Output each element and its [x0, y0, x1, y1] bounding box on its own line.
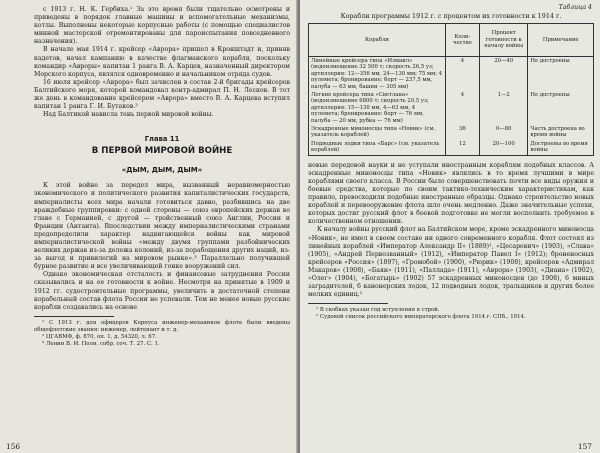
paragraph: К началу войны русский флот на Балтийском море, кроме эскадренного миноносца «Новик», не имел в своем составе ни одного современного корабля. Флот состоял из линейных кораблей «Император Александр II» (1889)¹, «Цесаревич» (1903), «Слава» (1905), «Андрей Первозванный» (1912), «Император Павел I» (1912); броненосных крейсеров «Россия» (1897), «Громобой» (1900), «Рюрик» (1908), крейсеров «Адмирал Макаров» (1908), «Баян» (1911), «Паллада» (1911), «Аврора» (1903), «Диана» (1902), «Олег» (1904), «Богатырь» (1902) 57 эскадренных миноносцев (до 1908), 6 миных заградителей, 6 канонерских лодок, 12 подводных лодок, тральщиков и других более мелких единиц.²: [308, 226, 594, 299]
footnote: ¹ В скобках указан год вступления в строй.: [316, 307, 440, 314]
count-cell: 12: [445, 140, 479, 155]
table-row: [309, 140, 594, 155]
table-header-cell: Коли-чество: [445, 24, 479, 57]
percent-cell: 20—40: [479, 57, 527, 92]
ship-cell: Эскадренные миноносцы типа «Новик» (см. указатель кораблей): [309, 125, 446, 140]
right-page: [300, 0, 600, 453]
table-row: [309, 91, 594, 125]
footnote: ³ Ленин В. И. Полн. собр. соч. Т. 27. С. 1.: [42, 340, 160, 347]
table-caption: Таблица 4: [558, 4, 592, 11]
section-title: «ДЫМ, ДЫМ, ДЫМ»: [121, 166, 203, 175]
left-body-text: [34, 182, 290, 312]
paragraph: Однако экономическая отсталость и финансовые затруднения России сказывались и на ее готовности к войне. Несмотря на принятые в 1909 и 1912 гг. судостроительные программы, увеличить в достаточной степени корабельный состав флота России не успевали. Тем не менее новые русские корабли создавались на основе: [34, 271, 290, 311]
ship-cell: Легкие крейсера типа «Светлана» (водоизмещение 6800 т; скорость 29,5 уз; артиллерия: 15—130 мм, 4—63 мм, 4 пулемета; бронирование: борт — 76 мм, палуба — 20 мм, рубка — 76 мм): [309, 91, 446, 125]
note-cell: Не достроены: [528, 57, 594, 92]
paragraph: Над Балтикой нависла тень первой мировой войны.: [43, 111, 214, 119]
note-cell: Не достроены: [528, 91, 594, 125]
table-header-cell: Примечание: [528, 24, 594, 57]
footnote-divider: [34, 316, 114, 317]
ship-cell: Подводные лодки типа «Барс» (см. указатель кораблей): [309, 140, 446, 155]
percent-cell: 1—2: [479, 91, 527, 125]
footnote-divider: [308, 303, 388, 304]
left-top-text: [34, 6, 290, 119]
table-header-cell: Процент готовности к началу войны: [479, 24, 527, 57]
table-header-row: [309, 24, 594, 57]
table-title: Корабли программы 1912 г. с процентом их готовности к 1914 г.: [340, 12, 562, 20]
percent-cell: 20—100: [479, 140, 527, 155]
page-number: 157: [577, 442, 592, 451]
chapter-number: Глава 11: [144, 135, 180, 144]
ships-table: [308, 23, 594, 156]
paragraph: новые передовой науки и не уступали иностранным кораблям подобных классов. А эскадренные миноносцы типа «Новик» являлись в то время лучшими в мире кораблями своего класса. В России было совершенствовать почти все виды оружия и боевые средства, которые по своим тактико-техническим характеристикам, как правило, превосходили подобные иностранные образцы. Однако строительство новых кораблей и перевооружение флота шло очень медленно. Даже значительные успехи, которых достиг русский флот в боевой подготовке не могли восполнить требуемое в количественном отношении.: [308, 161, 594, 226]
left-footnotes: [34, 320, 290, 348]
note-cell: Часть достроена во время войны: [528, 125, 594, 140]
chapter-title: В ПЕРВОЙ МИРОВОЙ ВОЙНЕ: [91, 146, 233, 157]
right-body-text: [308, 162, 594, 300]
right-footnotes: [308, 307, 594, 321]
footnote: ² Судовой список российского императорского флота 1914 г. СПб., 1914.: [316, 314, 526, 321]
count-cell: 4: [445, 57, 479, 92]
count-cell: 4: [445, 91, 479, 125]
paragraph: 16 июля крейсер «Аврора» был зачислен в состав 2-й бригады крейсеров Балтийского моря, которой командовал контр-адмирал П. Н. Лесков. В тот же день в командование крейсером «Аврора» вместо В. А. Карцева вступил капитан 1 ранга Г. И. Бутаков.²: [34, 78, 290, 111]
paragraph: К этой войне за передел мира, вызванный неравномерностью экономического и политического развития капиталистических государств, империалисты всех мира начали готовиться давно, разбившись на две враждебные группировки: с одной стороны — союз европейских держав во главе с Германией, с другой — тройственный союз Англии, России и Франции (Антанта). Впоследствии между империалистическими странами предопределили характер надвигающейся войны как мировой империалистической войны «между двумя группами разбойнических великих держав из-за дележа колоний, из-за порабощения других наций, из-за выгод и привилегий на мировом рынке».³ Параллельно получившей бурное развитие и все увеличивающей гонке вооружений сил.: [34, 182, 290, 271]
paragraph: В начале мая 1914 г. крейсер «Аврора» пришел в Кронштадт и, приняв кадетов, начал кампанию в качестве флагманского корабля, поскольку командир «Авроры» капитан 1 ранга В. А. Карцев, назначенный директором Морского корпуса, являлся одновременно и начальником отряда судов.: [34, 46, 290, 78]
table-header-cell: Корабли: [309, 24, 446, 57]
footnote: ² ЦГАВМФ, ф. 870, оп. 1, д. 54320, л. 67.: [42, 333, 157, 340]
table-row: [309, 125, 594, 140]
paragraph: с 1913 г. Н. К. Гербиха.¹ За это время были тщательно осмотрены и приведены в порядок главные машины и вспомогательные механизмы, котлы. Выполнены некоторые корпусные работы (с помощью специалистов минной мастерской отремонтированы для пароиспытания повседневного назначения).: [34, 6, 290, 46]
left-page: [0, 0, 298, 453]
table-row: [309, 57, 594, 92]
percent-cell: 0—80: [479, 125, 527, 140]
ship-cell: Линейные крейсера типа «Измаил» (водоизмещение 32 500 т; скорость 26,5 уз; артиллерия: 12—356 мм, 24—130 мм; 75 мм; 4 пулемета; бронирование: борт — 237,5 мм, палуба — 63 мм, башни — 305 мм): [309, 57, 446, 92]
note-cell: Достроены во время войны: [528, 140, 594, 155]
count-cell: 36: [445, 125, 479, 140]
page-number: 156: [6, 442, 21, 451]
footnote: ¹ С 1913 г. для офицеров Корпуса инженер-механиков флота были введены общефлотские звания: инженер, лейтенант и т. д.: [34, 319, 290, 333]
